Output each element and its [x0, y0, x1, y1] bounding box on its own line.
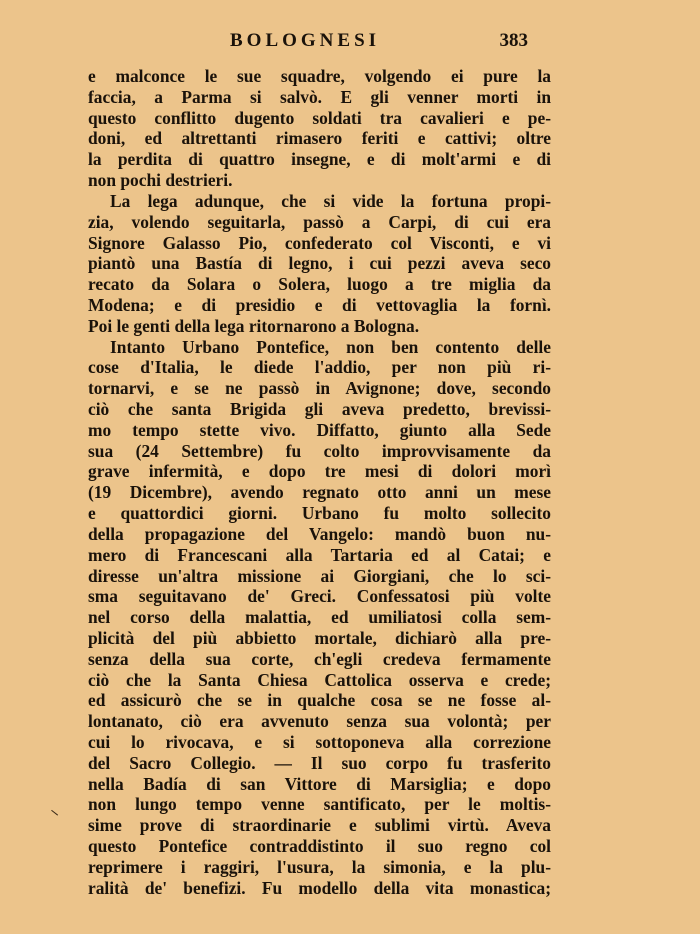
text-line: sime prove di straordinarie e sublimi virtù. Aveva [88, 815, 551, 836]
text-line: faccia, a Parma si salvò. E gli venner morti in [88, 86, 551, 107]
text-line: ciò che santa Brigida gli aveva predetto, brevissi- [88, 399, 551, 419]
body-text [88, 66, 551, 899]
text-line: recato da Solara o Solera, luogo a tre miglia da [88, 274, 551, 295]
running-title: BOLOGNESI [230, 30, 381, 51]
paragraph-start-line: Intanto Urbano Pontefice, non ben contento delle [110, 336, 551, 357]
text-line: nel corso della malattia, ed umiliatosi colla sem- [88, 607, 551, 628]
text-line: Signore Galasso Pio, confederato col Visconti, e vi [88, 232, 551, 253]
text-line: doni, ed altrettanti rimasero feriti e cattivi; oltre [88, 128, 551, 149]
text-line: sma seguitavano de' Greci. Confessatosi più volte [88, 586, 551, 607]
text-line: (19 Dicembre), avendo regnato otto anni un mese [88, 482, 551, 503]
text-line: lontanato, ciò era avvenuto senza sua volontà; per [88, 711, 551, 732]
text-line: del Sacro Collegio. — Il suo corpo fu trasferito [88, 752, 551, 773]
text-line: cui lo rivocava, e si sottoponeva alla correzione [88, 732, 551, 752]
page-number: 383 [499, 30, 528, 51]
text-line: questo Pontefice contraddistinto il suo regno col [88, 836, 551, 857]
text-line: plicità del più abbietto mortale, dichiarò alla pre- [88, 627, 551, 648]
text-line: piantò una Bastía di legno, i cui pezzi aveva seco [88, 253, 551, 274]
text-line: Modena; e di presidio e di vettovaglia la fornì. [88, 294, 551, 315]
text-line: reprimere i raggiri, l'usura, la simonia, e la plu- [88, 856, 551, 877]
text-line: della propagazione del Vangelo: mandò buon nu- [88, 523, 551, 544]
text-line: ciò che la Santa Chiesa Cattolica osserva e crede; [88, 669, 551, 690]
text-line: cose d'Italia, le diede l'addio, per non più ri- [88, 357, 551, 378]
text-line: senza della sua corte, ch'egli credeva fermamente [88, 648, 551, 669]
text-line: zia, volendo seguitarla, passò a Carpi, di cui era [88, 211, 551, 232]
text-line: tornarvi, e se ne passò in Avignone; dove, secondo [88, 378, 551, 399]
text-line: mero di Francescani alla Tartaria ed al Catai; e [88, 544, 551, 565]
text-line: sua (24 Settembre) fu colto improvvisamente da [88, 440, 551, 461]
text-line: ed assicurò che se in qualche cosa se ne fosse al- [88, 690, 551, 711]
text-line: Poi le genti della lega ritornarono a Bologna. [88, 315, 420, 336]
text-line: non pochi destrieri. [88, 170, 233, 191]
margin-mark [50, 810, 58, 817]
text-line: mo tempo stette vivo. Diffatto, giunto alla Sede [88, 419, 551, 440]
paragraph-start-line: La lega adunque, che si vide la fortuna propi- [110, 190, 551, 211]
text-line: non lungo tempo venne santificato, per le moltis- [88, 794, 551, 815]
text-line: la perdita di quattro insegne, e di molt'armi e di [88, 149, 551, 170]
text-line: questo conflitto dugento soldati tra cavalieri e pe- [88, 107, 551, 128]
text-line: grave infermità, e dopo tre mesi di dolori morì [88, 461, 551, 482]
text-line: nella Badía di san Vittore di Marsiglia; e dopo [88, 773, 551, 794]
page-header [88, 30, 528, 54]
text-line: ralità de' benefizi. Fu modello della vita monastica; [88, 877, 551, 898]
text-line: e malconce le sue squadre, volgendo ei pure la [88, 66, 551, 86]
text-line: diresse un'altra missione ai Giorgiani, che lo sci- [88, 565, 551, 586]
text-line: e quattordici giorni. Urbano fu molto sollecito [88, 503, 551, 524]
